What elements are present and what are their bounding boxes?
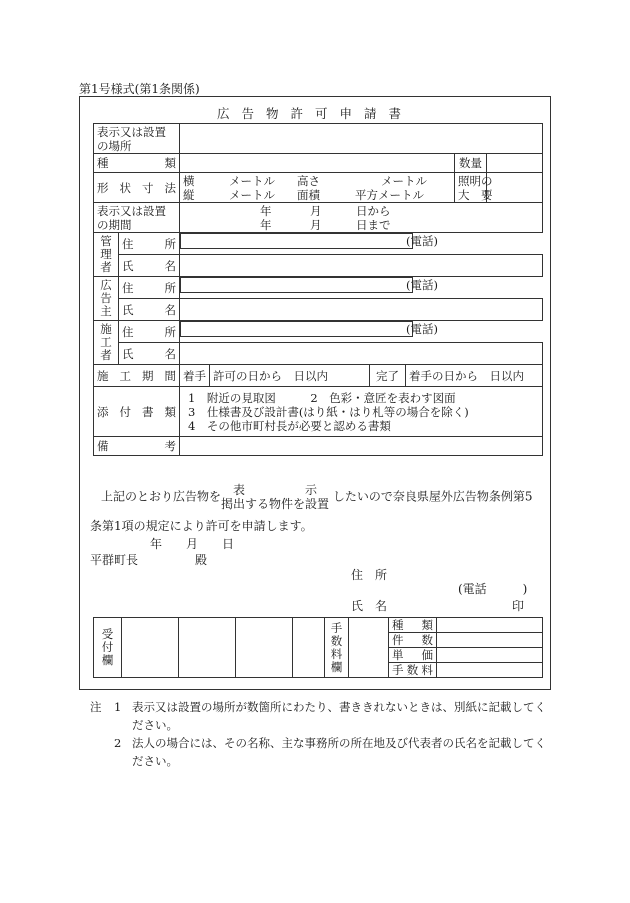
dimension-field[interactable]: 横 メートル 高さ メートル 縦 メートル 面積 平方メートル <box>180 173 455 203</box>
fee-unit-price-field[interactable] <box>437 648 543 663</box>
contractor-name-field[interactable] <box>180 343 543 365</box>
end-days-field[interactable]: 着手の日から 日以内 <box>406 365 543 387</box>
place-field[interactable] <box>180 124 543 154</box>
receipt-cell-4[interactable] <box>293 618 325 678</box>
qty-field[interactable] <box>487 154 543 173</box>
manager-address-field[interactable]: (電話 ) <box>180 233 413 249</box>
type-field[interactable] <box>180 154 455 173</box>
applicant-name-label: 氏 名 <box>351 599 388 613</box>
lighting-field[interactable] <box>487 173 543 203</box>
form-title: 広告物許可申請書 <box>216 106 413 121</box>
row-contractor-name: 氏 名 <box>94 343 543 365</box>
row-manager-address: 管理者 住 所 (電話 ) <box>94 233 543 255</box>
advertiser-address-field[interactable]: (電話 ) <box>180 277 413 293</box>
applicant-tel[interactable]: (電話 ) <box>458 582 528 596</box>
manager-name-field[interactable] <box>180 255 543 277</box>
attachments-list: 1 附近の見取図 2 色彩・意匠を表わす図面 3 仕様書及び設計書(はり紙・はり札等の場合を除く) 4 その他市町村長が必要と認める書類 <box>180 387 543 437</box>
row-advertiser-name: 氏 名 <box>94 299 543 321</box>
declaration-line-1: 上記のとおり広告物を 表 示 掲出する物件を設置 したいので奈良県屋外広告物条例第5 <box>101 483 533 511</box>
row-place: 表示又は設置 の場所 <box>94 124 543 154</box>
addressee: 平群町長 <box>90 553 139 567</box>
row-construction-period: 施 工 期 間 着手 許可の日から 日以内 完了 着手の日から 日以内 <box>94 365 543 387</box>
application-date[interactable]: 年 月 日 <box>150 537 235 551</box>
row-shape: 形 状 寸 法 横 メートル 高さ メートル 縦 メートル 面積 平方メートル 照明の 大 要 <box>94 173 543 203</box>
receipt-cell-3[interactable] <box>236 618 293 678</box>
applicant-address-label: 住 所 <box>351 568 388 582</box>
row-attachments: 添 付 書 類 1 附近の見取図 2 色彩・意匠を表わす図面 3 仕様書及び設計書(はり紙・はり札等の場合を除く) 4 その他市町村長が必要と認める書類 <box>94 387 543 437</box>
row-remarks: 備 考 <box>94 437 543 456</box>
addressee-honorific: 殿 <box>195 553 208 567</box>
row-advertiser-address: 広告主 住 所 (電話 ) <box>94 277 543 299</box>
row-manager-name: 氏 名 <box>94 255 543 277</box>
application-table <box>93 123 543 456</box>
note-2: 2 法人の場合には、その名称、主な事務所の所在地及び代表者の氏名を記載してください。 <box>114 736 546 768</box>
row-period: 表示又は設置 の期間 年 月 日から 年 月 日まで <box>94 203 543 233</box>
period-field[interactable]: 年 月 日から 年 月 日まで <box>180 203 543 233</box>
advertiser-name-field[interactable] <box>180 299 543 321</box>
form-number-label: 第1号様式(第1条関係) <box>79 82 200 96</box>
fee-box: 受付欄 手数料欄 種 類 件 数 単 価 手数料 <box>93 617 543 678</box>
start-days-field[interactable]: 許可の日から 日以内 <box>210 365 370 387</box>
receipt-cell-1[interactable] <box>122 618 179 678</box>
fee-type-field[interactable] <box>437 618 543 633</box>
fee-stamp-cell[interactable] <box>349 618 389 678</box>
notes-section <box>90 698 550 770</box>
receipt-cell-2[interactable] <box>179 618 236 678</box>
remarks-field[interactable] <box>180 437 543 456</box>
note-1: 注 1 表示又は設置の場所が数箇所にわたり、書ききれないときは、別紙に記載してください。 <box>90 700 546 732</box>
declaration-line-2: 条第1項の規定により許可を申請します。 <box>90 519 313 533</box>
contractor-address-field[interactable]: (電話 ) <box>180 321 413 337</box>
fee-count-field[interactable] <box>437 633 543 648</box>
row-contractor-address: 施工者 住 所 (電話 ) <box>94 321 543 343</box>
fee-total-field[interactable] <box>437 663 543 678</box>
row-type: 種 類 数量 <box>94 154 543 173</box>
seal-mark: 印 <box>512 599 525 613</box>
